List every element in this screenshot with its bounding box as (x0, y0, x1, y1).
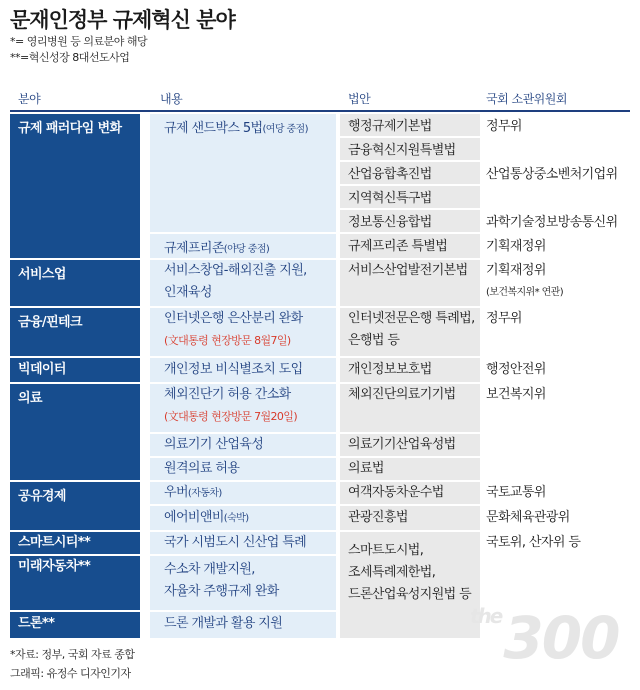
header-rule (10, 110, 630, 112)
regulation-table (10, 88, 630, 638)
committee-fintech: 정무위 (482, 308, 630, 356)
the300-watermark (470, 604, 618, 672)
bill-diagnostics: 체외진단의료기기법 (340, 384, 480, 432)
content-uber-note: (자동차) (187, 488, 222, 499)
watermark-number: 300 (503, 604, 619, 672)
content-telemedicine: 원격의료 허용 (150, 458, 336, 480)
content-future-car-line2: 자율차 주행규제 완화 (164, 584, 279, 599)
field-sharing-economy: 공유경제 (10, 482, 140, 530)
column-header-committee: 국회 소관위원회 (486, 92, 567, 106)
content-uber (150, 482, 336, 504)
content-fintech-note: (文대통령 현장방문 8월7일) (164, 334, 291, 347)
bill-tax: 조세특례제한법, (348, 565, 436, 580)
content-fintech (150, 308, 336, 356)
header (10, 6, 630, 66)
bill-drone: 드론산업육성지원법 등 (348, 587, 472, 602)
field-medical: 의료 (10, 384, 140, 480)
committee-land-industry-label: 국토위, 산자위 등 (486, 535, 581, 550)
content-sandbox-note: (여당 중점) (262, 124, 308, 135)
content-diagnostics (150, 384, 336, 432)
content-free-zone-note: (야당 중점) (223, 244, 270, 255)
footnote-innovation: **=혁신성장 8대선도사업 (10, 51, 130, 64)
bill-fintech-line1: 인터넷전문은행 특례법, (348, 311, 475, 326)
content-airbnb-note: (숙박) (223, 513, 249, 524)
committee-public-admin: 행정안전위 (482, 358, 630, 382)
bill-medical-devices: 의료기기산업육성법 (340, 434, 480, 456)
field-big-data: 빅데이터 (10, 358, 140, 382)
content-medical-devices: 의료기기 산업육성 (150, 434, 336, 456)
committee-service-name: 기획재정위 (486, 263, 546, 278)
footer (10, 645, 134, 683)
committee-political-affairs: 정무위 (482, 114, 630, 160)
field-fintech: 금융/핀테크 (10, 308, 140, 356)
committee-service-note: (보건복지위* 연관) (486, 287, 564, 298)
content-free-zone-label: 규제프리존 (164, 241, 224, 256)
bill-service-industry: 서비스산업발전기본법 (340, 260, 480, 306)
committee-industry: 산업통상중소벤처기업위 (482, 162, 630, 208)
content-diagnostics-line: 체외진단기 허용 간소화 (164, 387, 291, 402)
bill-medical-law: 의료법 (340, 458, 480, 480)
bill-industrial-convergence: 산업융합촉진법 (340, 162, 480, 184)
content-service-line2: 인재육성 (164, 285, 212, 300)
content-service-line1: 서비스창업-해외진출 지원, (164, 263, 307, 278)
content-sandbox (150, 114, 336, 232)
committee-culture: 문화체육관광위 (482, 506, 630, 530)
graphic-credit: 그래픽: 유정수 디자인기자 (10, 667, 131, 680)
content-sandbox-label: 규제 샌드박스 5법 (164, 121, 263, 136)
watermark-prefix: the (470, 604, 502, 628)
field-service-industry: 서비스업 (10, 260, 140, 306)
bill-free-zone: 규제프리존 특별법 (340, 234, 480, 258)
committee-science-ict: 과학기술정보방송통신위 (482, 210, 630, 232)
column-header-bill: 법안 (348, 92, 371, 106)
field-future-car: 미래자동차** (10, 556, 140, 610)
content-smart-city: 국가 시범도시 신산업 특례 (150, 532, 336, 554)
committee-health: 보건복지위 (482, 384, 630, 480)
footnote-medical: *= 영리병원 등 의료분야 해당 (10, 35, 148, 48)
column-header-field: 분야 (18, 92, 41, 106)
bill-smart-city-group (340, 532, 480, 638)
content-future-car (150, 556, 336, 610)
field-drone: 드론** (10, 612, 140, 638)
page-title: 문재인정부 규제혁신 분야 (10, 8, 235, 32)
content-fintech-line: 인터넷은행 은산분리 완화 (164, 311, 303, 326)
bill-administrative-regulation: 행정규제기본법 (340, 114, 480, 136)
bill-regional-innovation: 지역혁신특구법 (340, 186, 480, 208)
column-header-content: 내용 (160, 92, 183, 106)
bill-ict-convergence: 정보통신융합법 (340, 210, 480, 232)
bill-financial-innovation: 금융혁신지원특별법 (340, 138, 480, 160)
field-regulation-paradigm: 규제 패러다임 변화 (10, 114, 140, 258)
content-drone: 드론 개발과 활용 지원 (150, 612, 336, 638)
field-smart-city: 스마트시티** (10, 532, 140, 554)
bill-tourism: 관광진흥법 (340, 506, 480, 530)
content-diagnostics-note: (文대통령 현장방문 7월20일) (164, 410, 298, 423)
content-free-zone (150, 234, 336, 258)
committee-service (482, 260, 630, 306)
source-credit: *자료: 정부, 국회 자료 종합 (10, 648, 135, 661)
bill-fintech-line2: 은행법 등 (348, 333, 400, 348)
bill-passenger-transport: 여객자동차운수법 (340, 482, 480, 504)
bill-privacy: 개인정보보호법 (340, 358, 480, 382)
bill-smart-city: 스마트도시법, (348, 543, 424, 558)
content-future-car-line1: 수소차 개발지원, (164, 562, 255, 577)
bill-fintech (340, 308, 480, 356)
content-service (150, 260, 336, 306)
content-uber-label: 우버 (164, 485, 188, 500)
committee-land-transport: 국토교통위 (482, 482, 630, 504)
content-airbnb-label: 에어비앤비 (164, 510, 224, 525)
content-airbnb (150, 506, 336, 530)
content-big-data: 개인정보 비식별조치 도입 (150, 358, 336, 382)
committee-strategy-finance: 기획재정위 (482, 234, 630, 258)
